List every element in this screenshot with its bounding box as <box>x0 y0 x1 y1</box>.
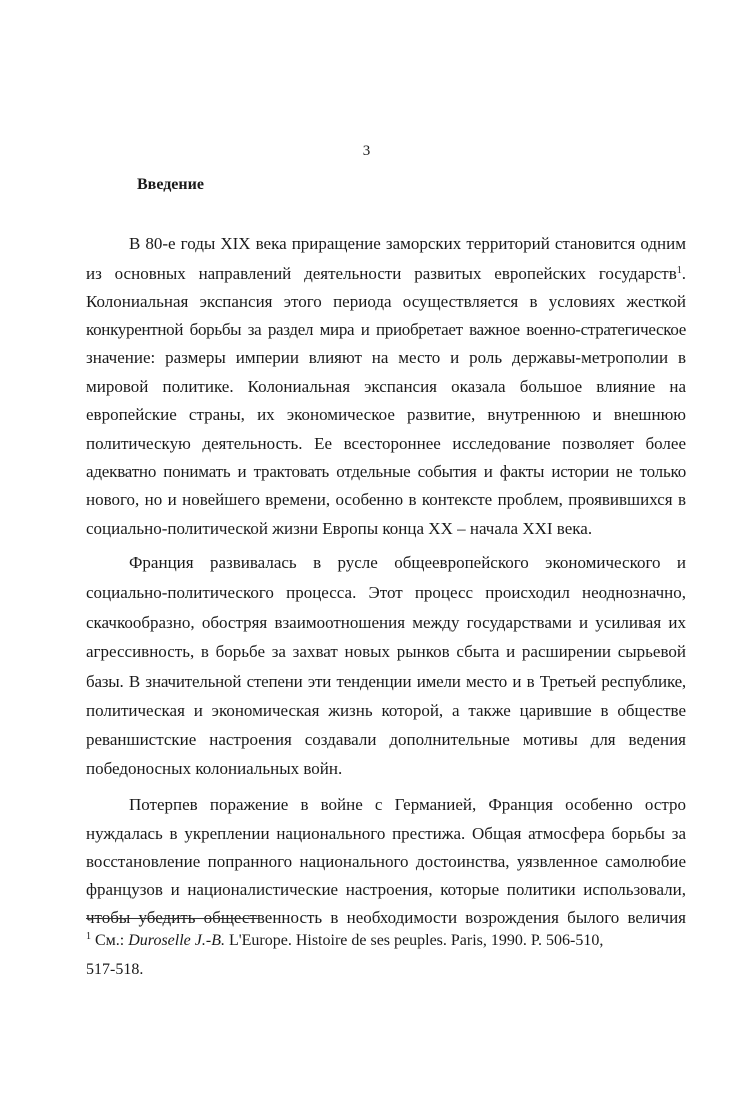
text-line: реваншистские настроения создавали дополнительные мотивы для ведения <box>86 730 686 749</box>
footnote-author: Duroselle J.-B. <box>128 932 225 949</box>
text-line: базы. В значительной степени эти тенденции имели место и в Третьей республике, <box>86 672 686 691</box>
text-line: европейские страны, их экономическое развитие, внутреннюю и внешнюю <box>86 405 686 424</box>
text-line: Колониальная экспансия этого периода осуществляется в условиях жесткой <box>86 292 686 311</box>
footnote-continuation: 517-518. <box>86 961 144 978</box>
text-line-content: из основных направлений деятельности развитых европейских государств <box>86 264 677 283</box>
footnote-prefix: См.: <box>91 932 129 949</box>
footnote-divider <box>86 918 259 919</box>
text-line: конкурентной борьбы за раздел мира и приобретает важное военно-стратегическое <box>86 320 686 339</box>
text-line: Франция развивалась в русле общеевропейского экономического и <box>129 553 686 572</box>
text-line: социально-политического процесса. Этот процесс происходил неоднозначно, <box>86 583 686 602</box>
text-line: политическая и экономическая жизнь которой, а также царившие в обществе <box>86 701 686 720</box>
footnote-number: 1 <box>86 931 91 942</box>
text-line: В 80-е годы XIX века приращение заморских территорий становится одним <box>129 234 686 253</box>
text-line: мировой политике. Колониальная экспансия оказала большое влияние на <box>86 377 686 396</box>
text-line: политическую деятельность. Ее всестороннее исследование позволяет более <box>86 434 686 453</box>
text-line: значение: размеры империи влияют на место и роль державы-метрополии в <box>86 348 686 367</box>
text-line: чтобы убедить общественность в необходимости возрождения былого величия <box>86 908 686 927</box>
text-line: скачкообразно, обостряя взаимоотношения между государствами и усиливая их <box>86 613 686 632</box>
text-line: нуждалась в укреплении национального престижа. Общая атмосфера борьбы за <box>86 824 686 843</box>
text-line: победоносных колониальных войн. <box>86 759 343 778</box>
text-line: социально-политической жизни Европы конца XX – начала XXI века. <box>86 519 593 538</box>
page-number: 3 <box>362 143 371 159</box>
text-line: адекватно понимать и трактовать отдельные события и факты истории не только <box>86 462 686 481</box>
footnote-text: L'Europe. Histoire de ses peuples. Paris, 1990. P. 506-510, <box>224 932 604 949</box>
footnote-marker: 1 <box>676 265 682 276</box>
text-line: Потерпев поражение в войне с Германией, Франция особенно остро <box>129 795 686 814</box>
section-heading: Введение <box>137 176 204 193</box>
text-line: из основных направлений деятельности развитых европейских государств$^1$. <box>86 264 686 283</box>
text-line: восстановление попранного национального достоинства, уязвленное самолюбие <box>86 852 686 871</box>
text-line: нового, но и новейшего времени, особенно в контексте проблем, проявившихся в <box>86 490 686 509</box>
text-line: агрессивность, в борьбе за захват новых рынков сбыта и расширении сырьевой <box>86 642 686 661</box>
footnote <box>86 930 603 952</box>
text-line: французов и националистические настроения, которые политики использовали, <box>86 880 686 899</box>
